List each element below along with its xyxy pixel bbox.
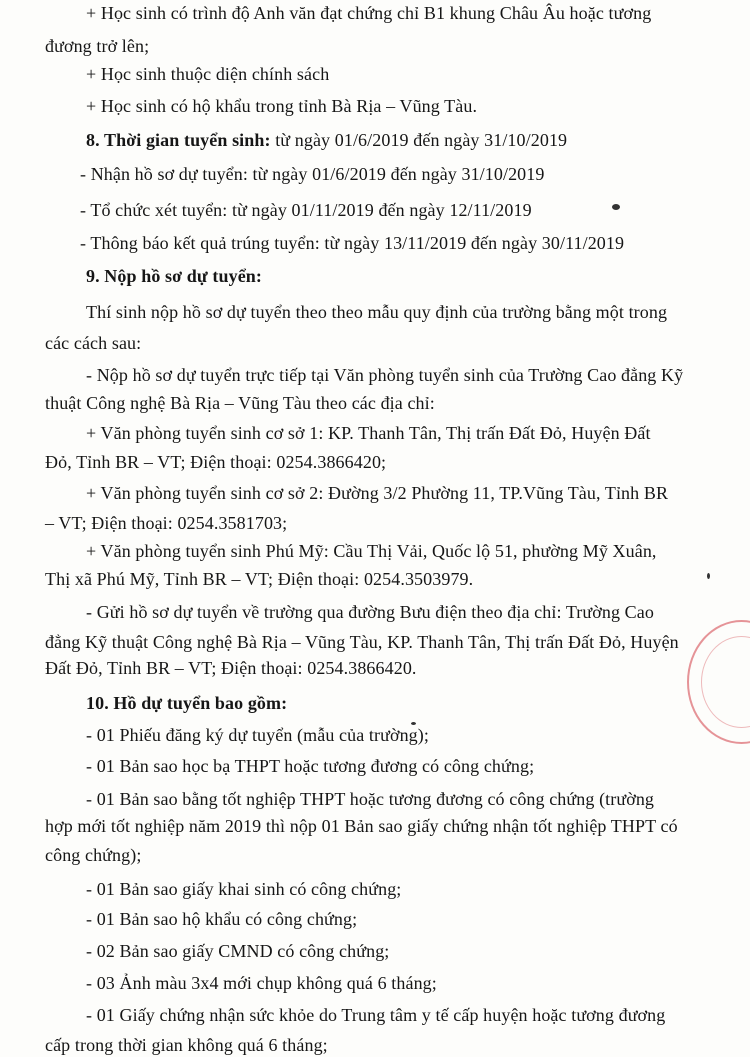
text-line: + Văn phòng tuyển sinh cơ sở 1: KP. Thanh Tân, Thị trấn Đất Đỏ, Huyện Đất	[86, 423, 651, 443]
section-8-text: từ ngày 01/6/2019 đến ngày 31/10/2019	[270, 130, 568, 150]
scan-speck	[707, 573, 710, 579]
text-line: - 01 Bản sao hộ khẩu có công chứng;	[86, 909, 358, 929]
text-line: thuật Công nghệ Bà Rịa – Vũng Tàu theo các địa chỉ:	[45, 393, 435, 413]
text-line: các cách sau:	[45, 333, 142, 353]
text-line: - Gửi hồ sơ dự tuyển về trường qua đường Bưu điện theo địa chỉ: Trường Cao	[86, 602, 654, 622]
text-line: Thị xã Phú Mỹ, Tỉnh BR – VT; Điện thoại: 0254.3503979.	[45, 569, 474, 589]
text-line: – VT; Điện thoại: 0254.3581703;	[45, 513, 288, 533]
text-line: + Học sinh thuộc diện chính sách	[86, 64, 330, 84]
scan-speck	[411, 722, 416, 725]
text-line: - 01 Bản sao bằng tốt nghiệp THPT hoặc tương đương có công chứng (trường	[86, 789, 655, 809]
scan-speck	[612, 204, 620, 210]
text-line: - Nhận hồ sơ dự tuyển: từ ngày 01/6/2019 đến ngày 31/10/2019	[80, 164, 545, 184]
text-line: - Nộp hồ sơ dự tuyển trực tiếp tại Văn phòng tuyển sinh của Trường Cao đẳng Kỹ	[86, 365, 684, 385]
text-line: - Tổ chức xét tuyển: từ ngày 01/11/2019 đến ngày 12/11/2019	[80, 200, 532, 220]
section-10-heading: 10. Hồ dự tuyển bao gồm:	[86, 693, 288, 713]
text-line: + Văn phòng tuyển sinh Phú Mỹ: Cầu Thị Vải, Quốc lộ 51, phường Mỹ Xuân,	[86, 541, 657, 561]
text-line: Đỏ, Tỉnh BR – VT; Điện thoại: 0254.3866420;	[45, 452, 387, 472]
text-line: - 02 Bản sao giấy CMND có công chứng;	[86, 941, 390, 961]
text-line: - 01 Phiếu đăng ký dự tuyển (mẫu của trường);	[86, 725, 429, 745]
text-line: + Văn phòng tuyển sinh cơ sở 2: Đường 3/2 Phường 11, TP.Vũng Tàu, Tỉnh BR	[86, 483, 669, 503]
text-line: Thí sinh nộp hồ sơ dự tuyển theo theo mẫu quy định của trường bằng một trong	[86, 302, 668, 322]
section-9-heading: 9. Nộp hồ sơ dự tuyển:	[86, 266, 263, 286]
text-line: - 03 Ảnh màu 3x4 mới chụp không quá 6 tháng;	[86, 973, 437, 993]
text-line: đẳng Kỹ thuật Công nghệ Bà Rịa – Vũng Tàu, KP. Thanh Tân, Thị trấn Đất Đỏ, Huyện	[45, 632, 679, 652]
text-line: - Thông báo kết quả trúng tuyển: từ ngày 13/11/2019 đến ngày 30/11/2019	[80, 233, 625, 253]
text-line: + Học sinh có trình độ Anh văn đạt chứng chỉ B1 khung Châu Âu hoặc tương	[86, 3, 652, 23]
section-8-line	[86, 131, 750, 149]
text-line: cấp trong thời gian không quá 6 tháng;	[45, 1035, 328, 1055]
text-line: - 01 Bản sao giấy khai sinh có công chứng;	[86, 879, 402, 899]
text-line: hợp mới tốt nghiệp năm 2019 thì nộp 01 Bản sao giấy chứng nhận tốt nghiệp THPT có	[45, 816, 678, 836]
text-line: đương trở lên;	[45, 36, 150, 56]
section-8-heading: 8. Thời gian tuyển sinh:	[86, 130, 271, 150]
text-line: - 01 Bản sao học bạ THPT hoặc tương đương có công chứng;	[86, 756, 535, 776]
text-line: Đất Đỏ, Tỉnh BR – VT; Điện thoại: 0254.3866420.	[45, 658, 417, 678]
text-line: - 01 Giấy chứng nhận sức khỏe do Trung tâm y tế cấp huyện hoặc tương đương	[86, 1005, 666, 1025]
text-line: công chứng);	[45, 845, 142, 865]
text-line: + Học sinh có hộ khẩu trong tỉnh Bà Rịa – Vũng Tàu.	[86, 96, 478, 116]
